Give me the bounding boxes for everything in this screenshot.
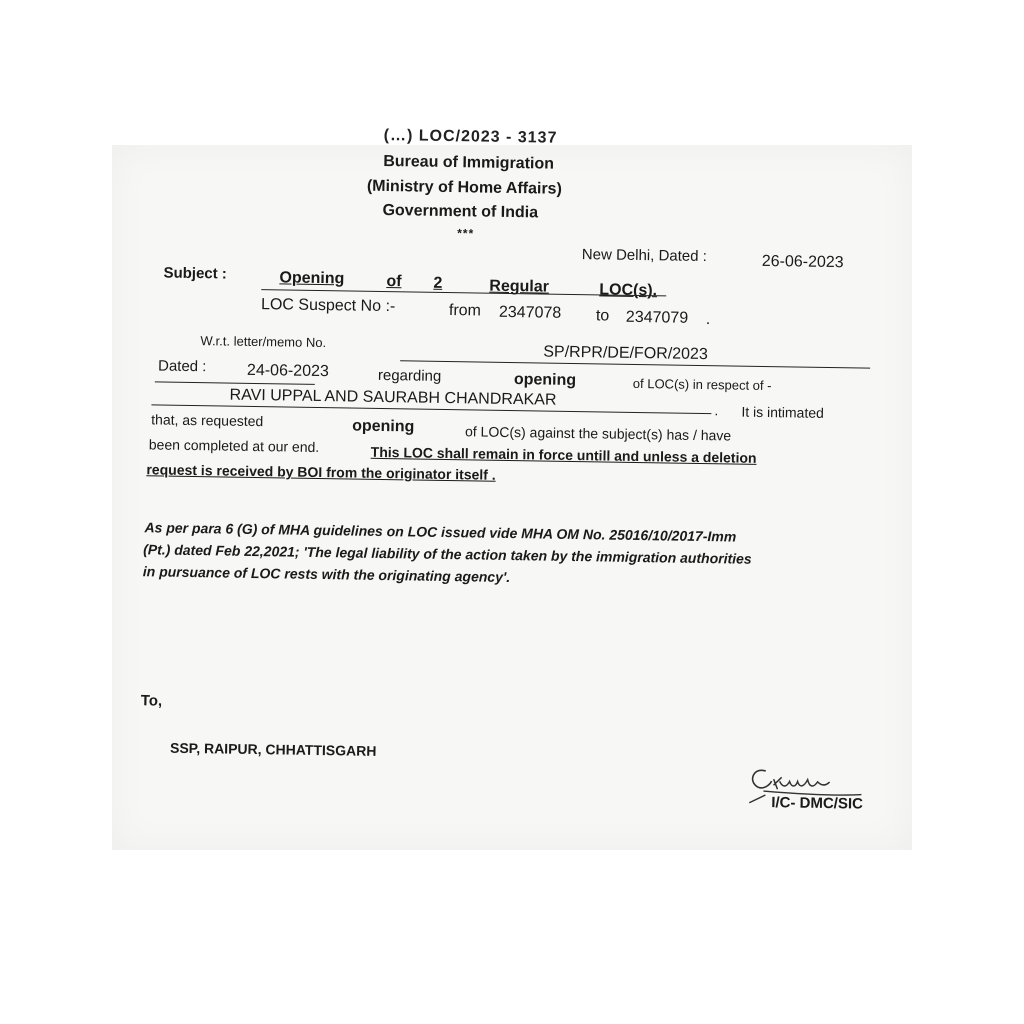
names-dot: .: [714, 402, 719, 419]
file-number-cut: (…) LOC/2023 - 3137: [383, 126, 558, 147]
memo-number: SP/RPR/DE/FOR/2023: [543, 343, 708, 364]
force-clause-line-2: request is received by BOI from the originator itself .: [146, 461, 496, 483]
subject-count: 2: [433, 274, 443, 292]
against-subject-text: of LOC(s) against the subject(s) has / have: [464, 423, 732, 444]
heading-stars: ***: [457, 226, 475, 241]
opening-word-1: opening: [513, 371, 577, 390]
subject-label: Subject :: [163, 264, 227, 283]
wrt-label: W.r.t. letter/memo No.: [200, 333, 327, 351]
date-underline: [155, 381, 315, 385]
suspect-period: .: [705, 311, 711, 329]
completed-text: been completed at our end.: [148, 436, 320, 455]
letter-date: 26-06-2023: [761, 252, 844, 272]
reference-date: 24-06-2023: [246, 361, 329, 381]
to-label: To,: [140, 692, 163, 710]
to-number: 2347079: [625, 308, 689, 327]
from-label: from: [448, 302, 482, 320]
dated-label: New Delhi, Dated :: [581, 246, 708, 266]
guideline-line-3: in pursuance of LOC rests with the originating agency'.: [142, 563, 511, 586]
document-page: [112, 126, 912, 850]
subject-of: of: [386, 273, 402, 291]
to-label: to: [595, 307, 610, 325]
guideline-line-1: As per para 6 (G) of MHA guidelines on LOC issued vide MHA OM No. 25016/10/2017-Imm: [144, 519, 737, 545]
force-clause-line-1: This LOC shall remain in force untill and unless a deletion: [370, 443, 757, 466]
opening-word-2: opening: [352, 417, 415, 436]
suspect-names: RAVI UPPAL AND SAURABH CHANDRAKAR: [229, 386, 557, 409]
subject-locs: LOC(s).: [599, 281, 658, 300]
from-number: 2347078: [498, 303, 562, 322]
intimated-text: It is intimated: [741, 403, 825, 421]
government-heading: Government of India: [382, 201, 539, 222]
respect-of-text: of LOC(s) in respect of -: [632, 375, 772, 394]
subject-opening: Opening: [279, 269, 345, 288]
subject-regular: Regular: [489, 277, 550, 296]
bureau-heading: Bureau of Immigration: [383, 152, 555, 173]
regarding-text: regarding: [377, 366, 442, 385]
guideline-line-2: (Pt.) dated Feb 22,2021; 'The legal liability of the action taken by the immigration authorities: [143, 541, 752, 567]
suspect-label: LOC Suspect No :-: [260, 296, 396, 316]
ministry-heading: (Ministry of Home Affairs): [366, 177, 562, 198]
addressee: SSP, RAIPUR, CHHATTISGARH: [169, 739, 377, 759]
dated-prefix: Dated :: [157, 357, 207, 376]
as-requested-text: that, as requested: [151, 411, 264, 430]
signatory-designation: I/C- DMC/SIC: [771, 794, 864, 813]
document-content: [103, 126, 914, 856]
